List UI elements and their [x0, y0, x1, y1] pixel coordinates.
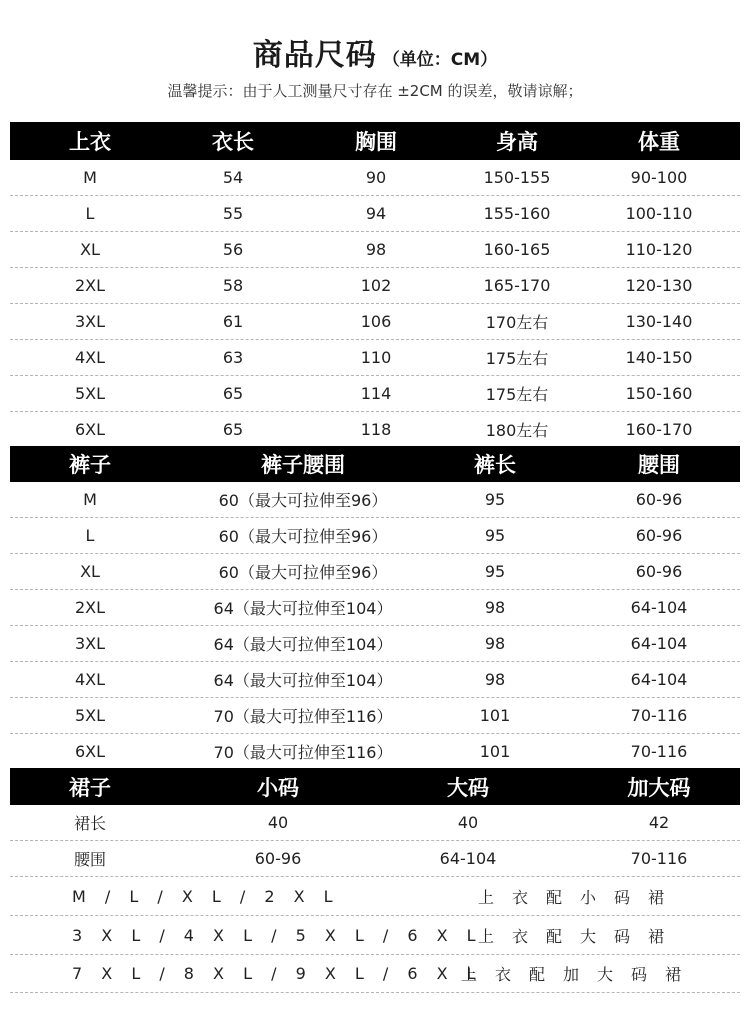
pants-size-cell: 6XL [74, 742, 106, 761]
matching-skirt: 上衣配大码裙 [477, 926, 682, 946]
skirt-header-row [10, 768, 740, 805]
tops-size-cell: 2XL [74, 276, 106, 295]
table-row [10, 954, 740, 993]
tops-size-cell: 5XL [74, 384, 106, 403]
tops-height-cell: 150-155 [483, 168, 551, 187]
pants-size-cell: L [85, 526, 95, 545]
pants-waist-range-cell: 70（最大可拉伸至116） [213, 707, 393, 726]
skirt-header-small: 小码 [257, 775, 299, 800]
table-row [10, 805, 740, 841]
table-row [10, 412, 740, 448]
tops-size-cell: 6XL [74, 420, 106, 439]
title-unit: （单位：CM） [382, 50, 498, 70]
pants-length-cell: 101 [479, 706, 511, 725]
tops-length-cell: 65 [222, 420, 244, 439]
pants-waist-range-cell: 64（最大可拉伸至104） [213, 671, 393, 690]
skirt-header-large: 大码 [447, 775, 489, 800]
pants-waist-range-cell: 60（最大可拉伸至96） [218, 527, 388, 546]
tops-length-cell: 58 [222, 276, 244, 295]
tops-chest-cell: 90 [365, 168, 387, 187]
pants-waist-cell: 64-104 [630, 598, 688, 617]
pants-length-cell: 95 [484, 490, 506, 509]
table-row [10, 734, 740, 770]
skirt-large-cell: 64-104 [439, 849, 497, 868]
tops-weight-cell: 110-120 [625, 240, 693, 259]
pants-size-cell: M [83, 490, 97, 509]
tops-chest-cell: 106 [360, 312, 392, 331]
tops-height-cell: 175左右 [485, 349, 549, 368]
tops-weight-cell: 130-140 [625, 312, 693, 331]
table-row [10, 376, 740, 412]
pants-header-row [10, 446, 740, 482]
matching-skirt: 上衣配小码裙 [477, 887, 682, 907]
tops-length-cell: 55 [222, 204, 244, 223]
pants-header-length: 裤长 [474, 453, 516, 477]
tops-size-cell: 3XL [74, 312, 106, 331]
pants-waist-cell: 64-104 [630, 670, 688, 689]
tops-height-cell: 180左右 [485, 421, 549, 440]
pants-waist-cell: 60-96 [635, 490, 683, 509]
matching-skirt: 上衣配加大码裙 [460, 964, 699, 984]
skirt-xlarge-cell: 42 [648, 813, 670, 832]
page-title [0, 30, 750, 74]
table-row [10, 698, 740, 734]
tops-header-row [10, 122, 740, 160]
matching-sizes: 3 X L / 4 X L / 5 X L / 6 X L [72, 925, 483, 945]
tops-length-cell: 65 [222, 384, 244, 403]
pants-waist-cell: 70-116 [630, 742, 688, 761]
tops-weight-cell: 90-100 [630, 168, 688, 187]
matching-sizes: 7 X L / 8 X L / 9 X L / 6 X L [72, 963, 483, 983]
pants-length-cell: 95 [484, 562, 506, 581]
title-main: 商品尺码 [252, 38, 377, 73]
pants-waist-cell: 60-96 [635, 562, 683, 581]
skirt-small-cell: 40 [267, 813, 289, 832]
tops-length-cell: 61 [222, 312, 244, 331]
tops-weight-cell: 140-150 [625, 348, 693, 367]
table-row [10, 554, 740, 590]
table-row [10, 482, 740, 518]
pants-waist-range-cell: 64（最大可拉伸至104） [213, 635, 393, 654]
pants-length-cell: 101 [479, 742, 511, 761]
table-row [10, 268, 740, 304]
tops-chest-cell: 102 [360, 276, 392, 295]
table-row [10, 877, 740, 916]
tops-weight-cell: 160-170 [625, 420, 693, 439]
pants-header-size: 裤子 [69, 453, 111, 477]
skirt-xlarge-cell: 70-116 [630, 849, 688, 868]
measurement-tip: 温馨提示：由于人工测量尺寸存在 ±2CM 的误差，敬请谅解； [167, 82, 583, 100]
tops-length-cell: 63 [222, 348, 244, 367]
pants-waist-cell: 60-96 [635, 526, 683, 545]
tops-size-cell: L [85, 204, 95, 223]
skirt-label-cell: 裙长 [73, 814, 106, 833]
pants-length-cell: 98 [484, 670, 506, 689]
tops-header-height: 身高 [496, 130, 538, 154]
table-row [10, 518, 740, 554]
tops-length-cell: 54 [222, 168, 244, 187]
tops-height-cell: 160-165 [483, 240, 551, 259]
tops-weight-cell: 120-130 [625, 276, 693, 295]
tops-chest-cell: 98 [365, 240, 387, 259]
matching-sizes: M / L / X L / 2 X L [72, 886, 340, 906]
pants-waist-range-cell: 64（最大可拉伸至104） [213, 599, 393, 618]
pants-waist-cell: 70-116 [630, 706, 688, 725]
table-row [10, 841, 740, 877]
pants-length-cell: 95 [484, 526, 506, 545]
pants-size-cell: 4XL [74, 670, 106, 689]
tops-weight-cell: 100-110 [625, 204, 693, 223]
pants-size-cell: 5XL [74, 706, 106, 725]
skirt-label-cell: 腰围 [73, 850, 106, 869]
tops-header-weight: 体重 [638, 130, 680, 154]
tops-header-chest: 胸围 [355, 130, 397, 154]
table-row [10, 340, 740, 376]
pants-waist-range-cell: 60（最大可拉伸至96） [218, 491, 388, 510]
skirt-header-label: 裙子 [69, 775, 111, 800]
pants-waist-cell: 64-104 [630, 634, 688, 653]
tops-weight-cell: 150-160 [625, 384, 693, 403]
tops-header-length: 衣长 [212, 130, 254, 154]
pants-length-cell: 98 [484, 598, 506, 617]
skirt-large-cell: 40 [457, 813, 479, 832]
pants-header-waist-range: 裤子腰围 [261, 453, 345, 477]
tops-chest-cell: 114 [360, 384, 392, 403]
skirt-header-xlarge: 加大码 [627, 775, 691, 800]
pants-size-cell: 3XL [74, 634, 106, 653]
pants-waist-range-cell: 60（最大可拉伸至96） [218, 563, 388, 582]
table-row [10, 196, 740, 232]
table-row [10, 160, 740, 196]
skirt-small-cell: 60-96 [254, 849, 302, 868]
table-row [10, 590, 740, 626]
table-row [10, 304, 740, 340]
pants-size-cell: XL [80, 562, 100, 581]
tops-chest-cell: 118 [360, 420, 392, 439]
table-row [10, 626, 740, 662]
pants-length-cell: 98 [484, 634, 506, 653]
tops-header-size: 上衣 [69, 130, 111, 154]
tops-length-cell: 56 [222, 240, 244, 259]
tops-height-cell: 170左右 [485, 313, 549, 332]
table-row [10, 662, 740, 698]
pants-size-cell: 2XL [74, 598, 106, 617]
pants-waist-range-cell: 70（最大可拉伸至116） [213, 743, 393, 762]
table-row [10, 232, 740, 268]
tops-chest-cell: 110 [360, 348, 392, 367]
pants-header-waist: 腰围 [638, 453, 680, 477]
tops-size-cell: 4XL [74, 348, 106, 367]
tops-height-cell: 155-160 [483, 204, 551, 223]
tops-height-cell: 165-170 [483, 276, 551, 295]
table-row [10, 916, 740, 955]
tops-size-cell: M [83, 168, 97, 187]
tops-chest-cell: 94 [365, 204, 387, 223]
tops-height-cell: 175左右 [485, 385, 549, 404]
tops-size-cell: XL [80, 240, 100, 259]
